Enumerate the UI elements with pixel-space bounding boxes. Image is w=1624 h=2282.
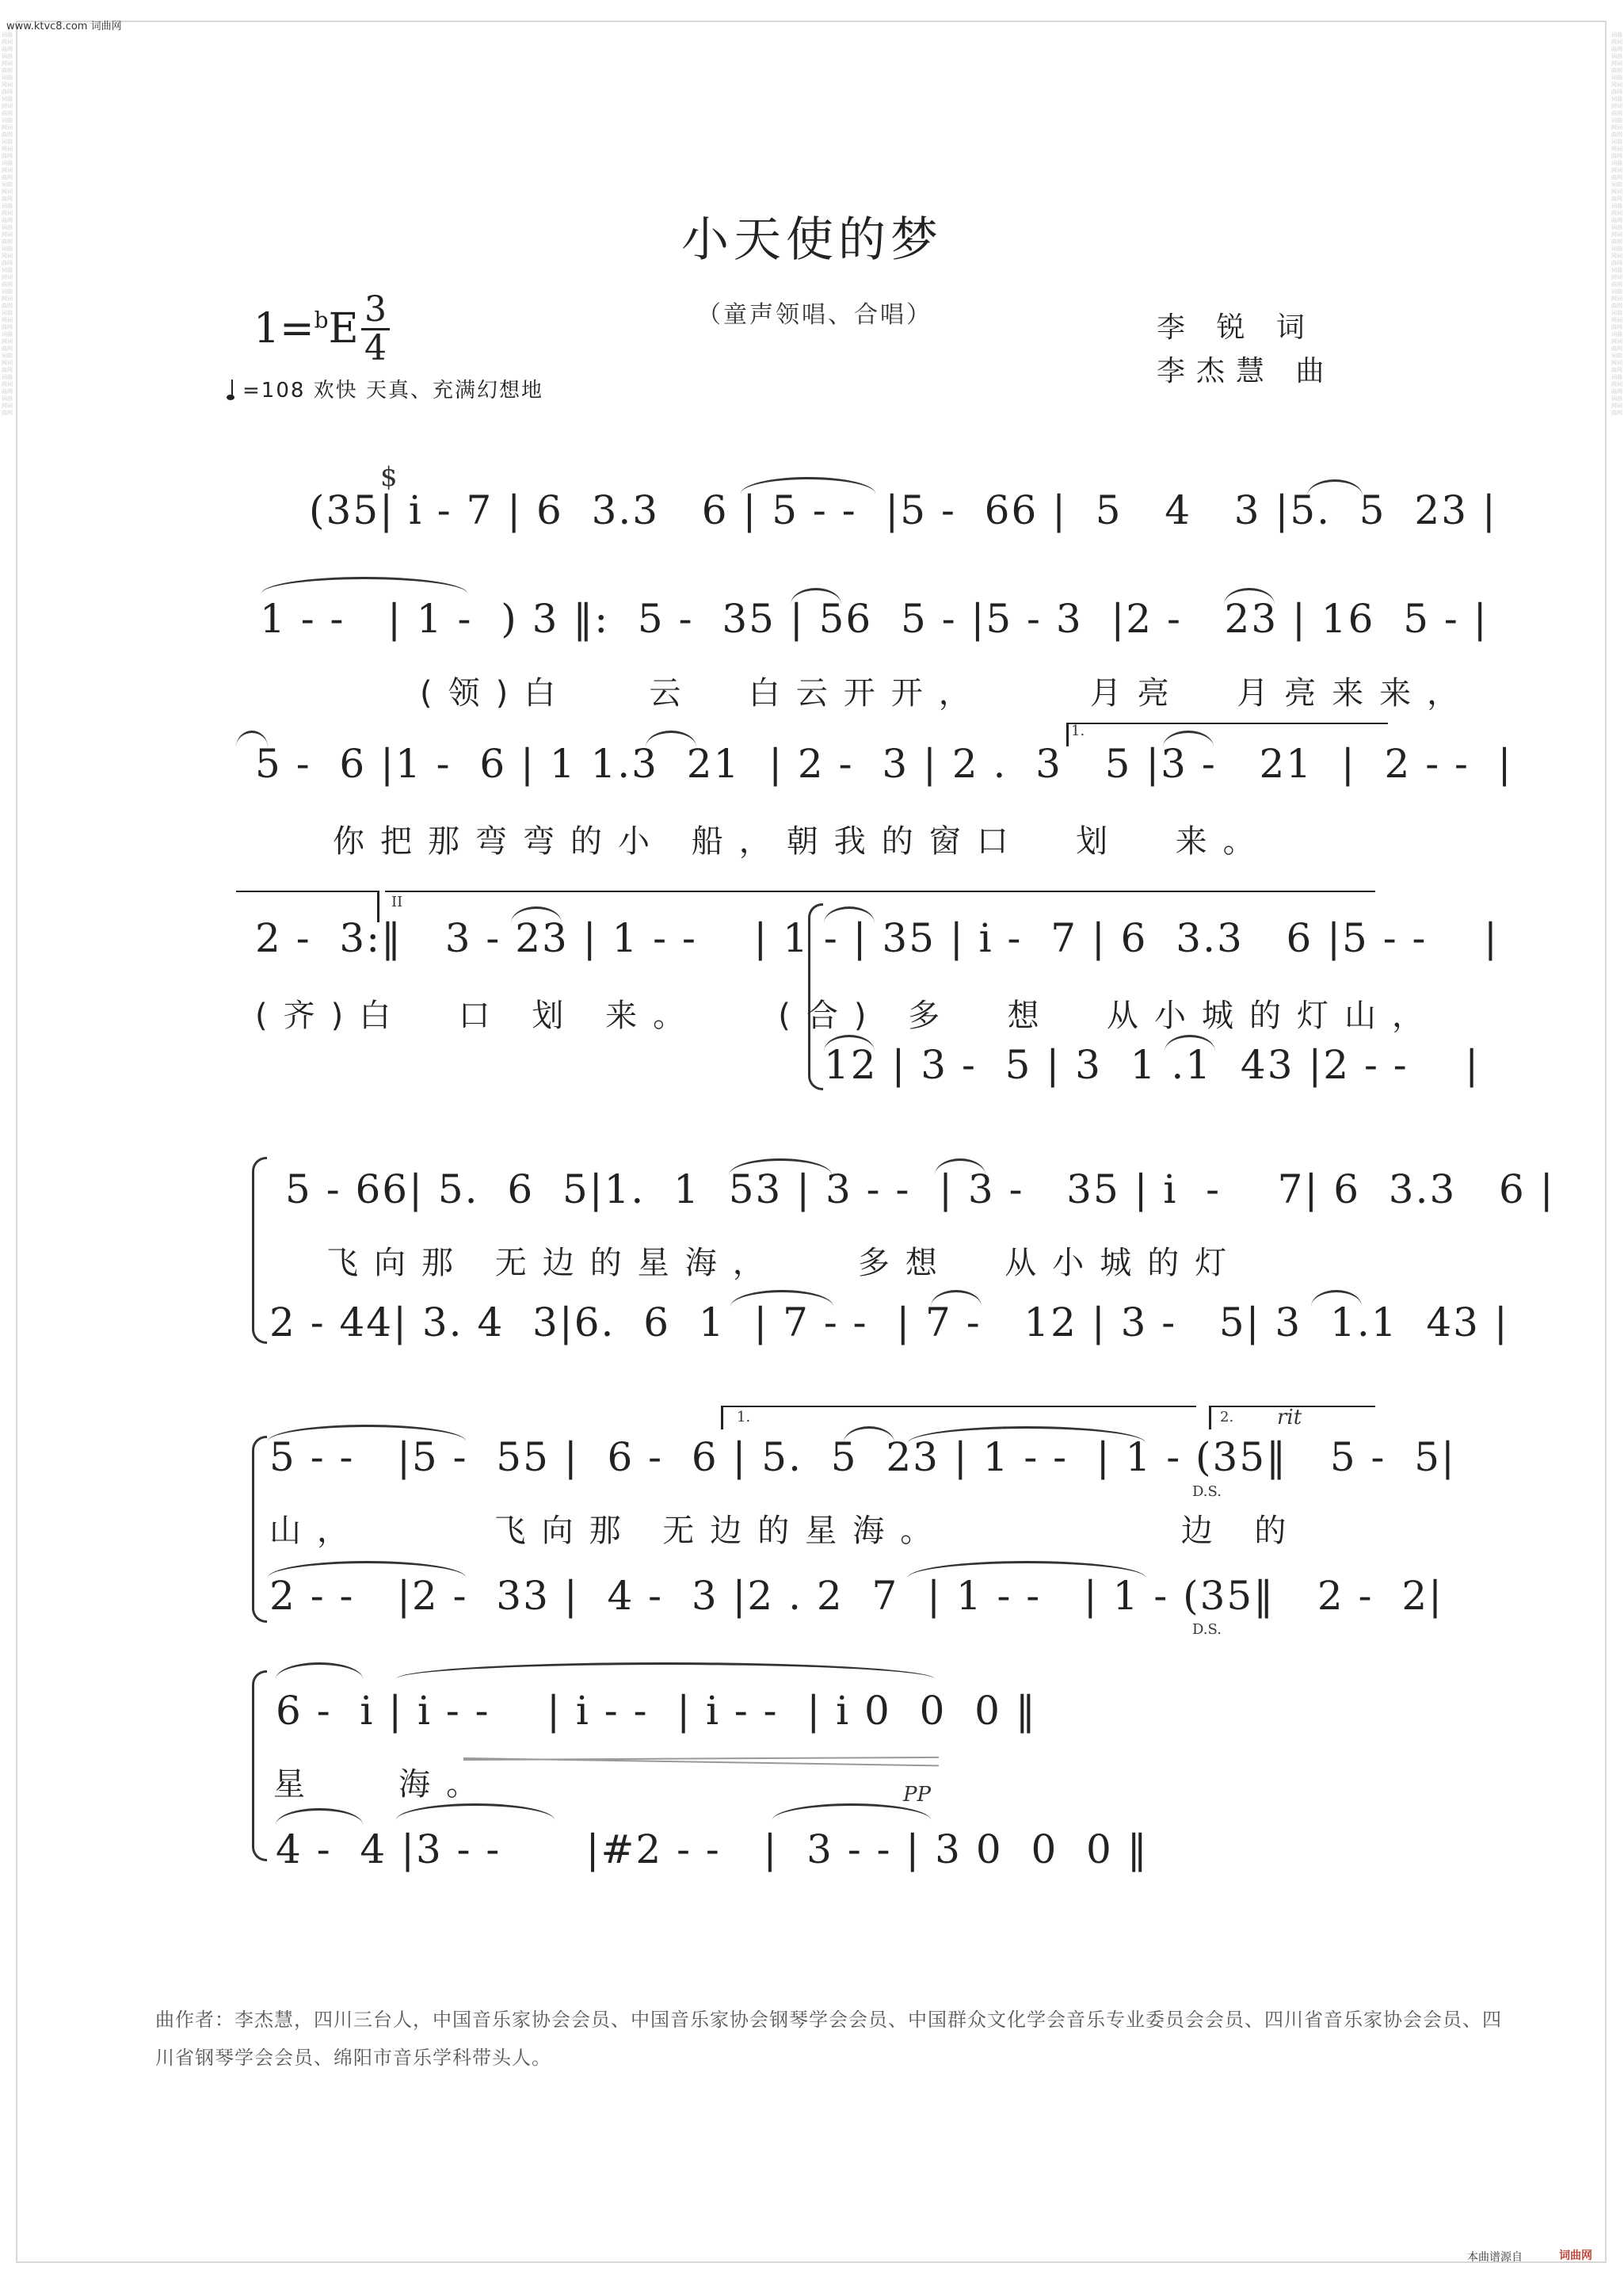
flat-sign: b xyxy=(314,307,329,334)
system-4-notes: 2 - 3:‖ 3 - 23 | 1 - - | 1 - | 35 | i - 7 | 6 3.3 6 |5 - - | xyxy=(255,915,1499,961)
time-top: 3 xyxy=(364,289,387,330)
time-bottom: 4 xyxy=(361,328,390,367)
system-5-notes: 5 - 66| 5. 6 5|1. 1 53 | 3 - - | 3 - 35 | i - 7| 6 3.3 6 | xyxy=(285,1166,1555,1212)
system-3-lyrics: 你把那弯弯的小 船，朝我的窗口 划 来。 xyxy=(333,823,1271,860)
footer-logo[interactable]: 词曲网 xyxy=(1559,2250,1592,2262)
volta-1-label: 1. xyxy=(1071,723,1085,739)
system-6-lyrics: 山， 飞向那 无边的星海。 边 的 xyxy=(269,1513,1302,1549)
volta-1-bracket xyxy=(1066,723,1388,724)
volta-1-label: 1. xyxy=(737,1409,751,1425)
lyricist-credit: 李 锐 词 xyxy=(1157,311,1316,344)
segno-sign: $ xyxy=(380,461,398,493)
chorus-brace xyxy=(252,1436,267,1623)
system-6-notes: 5 - - |5 - 55 | 6 - 6 | 5. 5 23 | 1 - - | 1 - (35‖ 5 - 5| xyxy=(269,1434,1456,1480)
footer-source-note: 本曲谱源自 xyxy=(1467,2251,1523,2264)
tempo-marking xyxy=(231,374,543,403)
volta-2-label: II xyxy=(391,894,403,910)
ds-mark: D.S. xyxy=(1192,1621,1222,1638)
chorus-brace xyxy=(252,1670,267,1861)
system-5-lyrics: 飞向那 无边的星海， 多想 从小城的灯 xyxy=(326,1245,1243,1281)
system-4-lyrics: (齐)白 口 划 来。 (合) 多 想 从小城的灯山， xyxy=(255,998,1439,1034)
key-signature xyxy=(254,305,359,353)
system-7-low-notes: 4 - 4 |3 - - |#2 - - | 3 - - | 3 0 0 0 ‖ xyxy=(276,1826,1149,1872)
ds-mark: D.S. xyxy=(1192,1483,1222,1500)
system-4-low-notes: 12 | 3 - 5 | 3 1 .1 43 |2 - - | xyxy=(824,1042,1481,1088)
composer-bio: 曲作者：李杰慧，四川三台人，中国音乐家协会会员、中国音乐家协会钢琴学会会员、中国群众文化学会音乐专业委员会会员、四川省音乐家协会会员、四川省钢琴学会会员、绵阳市音乐学科带头人。 xyxy=(155,2009,1502,2069)
pianissimo-mark: PP xyxy=(903,1783,931,1807)
ritardando-mark: rit xyxy=(1277,1406,1302,1429)
key-note: E xyxy=(328,305,359,353)
system-6-low-notes: 2 - - |2 - 33 | 4 - 3 |2 . 2 7 | 1 - - | 1 - (35‖ 2 - 2| xyxy=(269,1573,1443,1619)
song-title: 小天使的梦 xyxy=(681,212,943,268)
volta-1-continuation xyxy=(236,891,377,892)
volta-2-label: 2. xyxy=(1220,1409,1234,1425)
site-url[interactable]: www.ktvc8.com 词曲网 xyxy=(6,21,122,32)
volta-2-hook xyxy=(1209,1406,1211,1429)
watermark-left: 词曲网词曲网词曲网词曲网词曲网词曲网词曲网词曲网词曲网词曲网词曲网词曲网词曲网词曲网词曲网词曲网词曲网词曲网词曲网词曲网词曲网词曲网词曲网词曲网词曲网词曲网词曲网词曲网词曲网词曲网词曲网词曲网词曲网词曲网词曲网词曲网 xyxy=(2,32,13,416)
system-2-notes: 1 - - | 1 - ) 3 ‖: 5 - 35 | 56 5 - |5 - 3 |2 - 23 | 16 5 - | xyxy=(260,596,1489,642)
system-2-lyrics: (领)白 云 白云开开， 月亮 月亮来来， xyxy=(420,675,1475,712)
volta-1-hook xyxy=(721,1406,723,1429)
system-7-notes: 6 - i | i - - | i - - | i - - | i 0 0 0 ‖ xyxy=(276,1688,1037,1734)
chorus-brace xyxy=(252,1157,267,1344)
system-5-low-notes: 2 - 44| 3. 4 3|6. 6 1 | 7 - - | 7 - 12 | 3 - 5| 3 1.1 43 | xyxy=(269,1299,1509,1345)
system-1-notes: (35| i - 7 | 6 3.3 6 | 5 - - |5 - 66 | 5 4 3 |5. 5 23 | xyxy=(309,487,1497,533)
tempo-text: =108 欢快 天真、充满幻想地 xyxy=(242,379,543,403)
watermark-right: 词曲网词曲网词曲网词曲网词曲网词曲网词曲网词曲网词曲网词曲网词曲网词曲网词曲网词曲网词曲网词曲网词曲网词曲网词曲网词曲网词曲网词曲网词曲网词曲网词曲网词曲网词曲网词曲网词曲网词曲网词曲网词曲网词曲网词曲网词曲网词曲网 xyxy=(1611,32,1622,416)
page-frame xyxy=(16,21,1607,2263)
composer-credit: 李杰慧 曲 xyxy=(1157,355,1336,387)
quarter-note-icon xyxy=(231,380,238,397)
volta-1-hook xyxy=(1066,723,1069,746)
volta-2-bracket xyxy=(385,891,1375,892)
system-7-lyrics: 星 海。 xyxy=(273,1766,494,1803)
time-signature xyxy=(361,289,390,368)
system-3-notes: 5 - 6 |1 - 6 | 1 1.3 21 | 2 - 3 | 2 . 3 5 |3 - 21 | 2 - - | xyxy=(255,741,1513,787)
key-prefix: 1= xyxy=(254,305,315,353)
song-subtitle: （童声领唱、合唱） xyxy=(697,301,932,329)
volta-1-bracket xyxy=(721,1406,1196,1407)
